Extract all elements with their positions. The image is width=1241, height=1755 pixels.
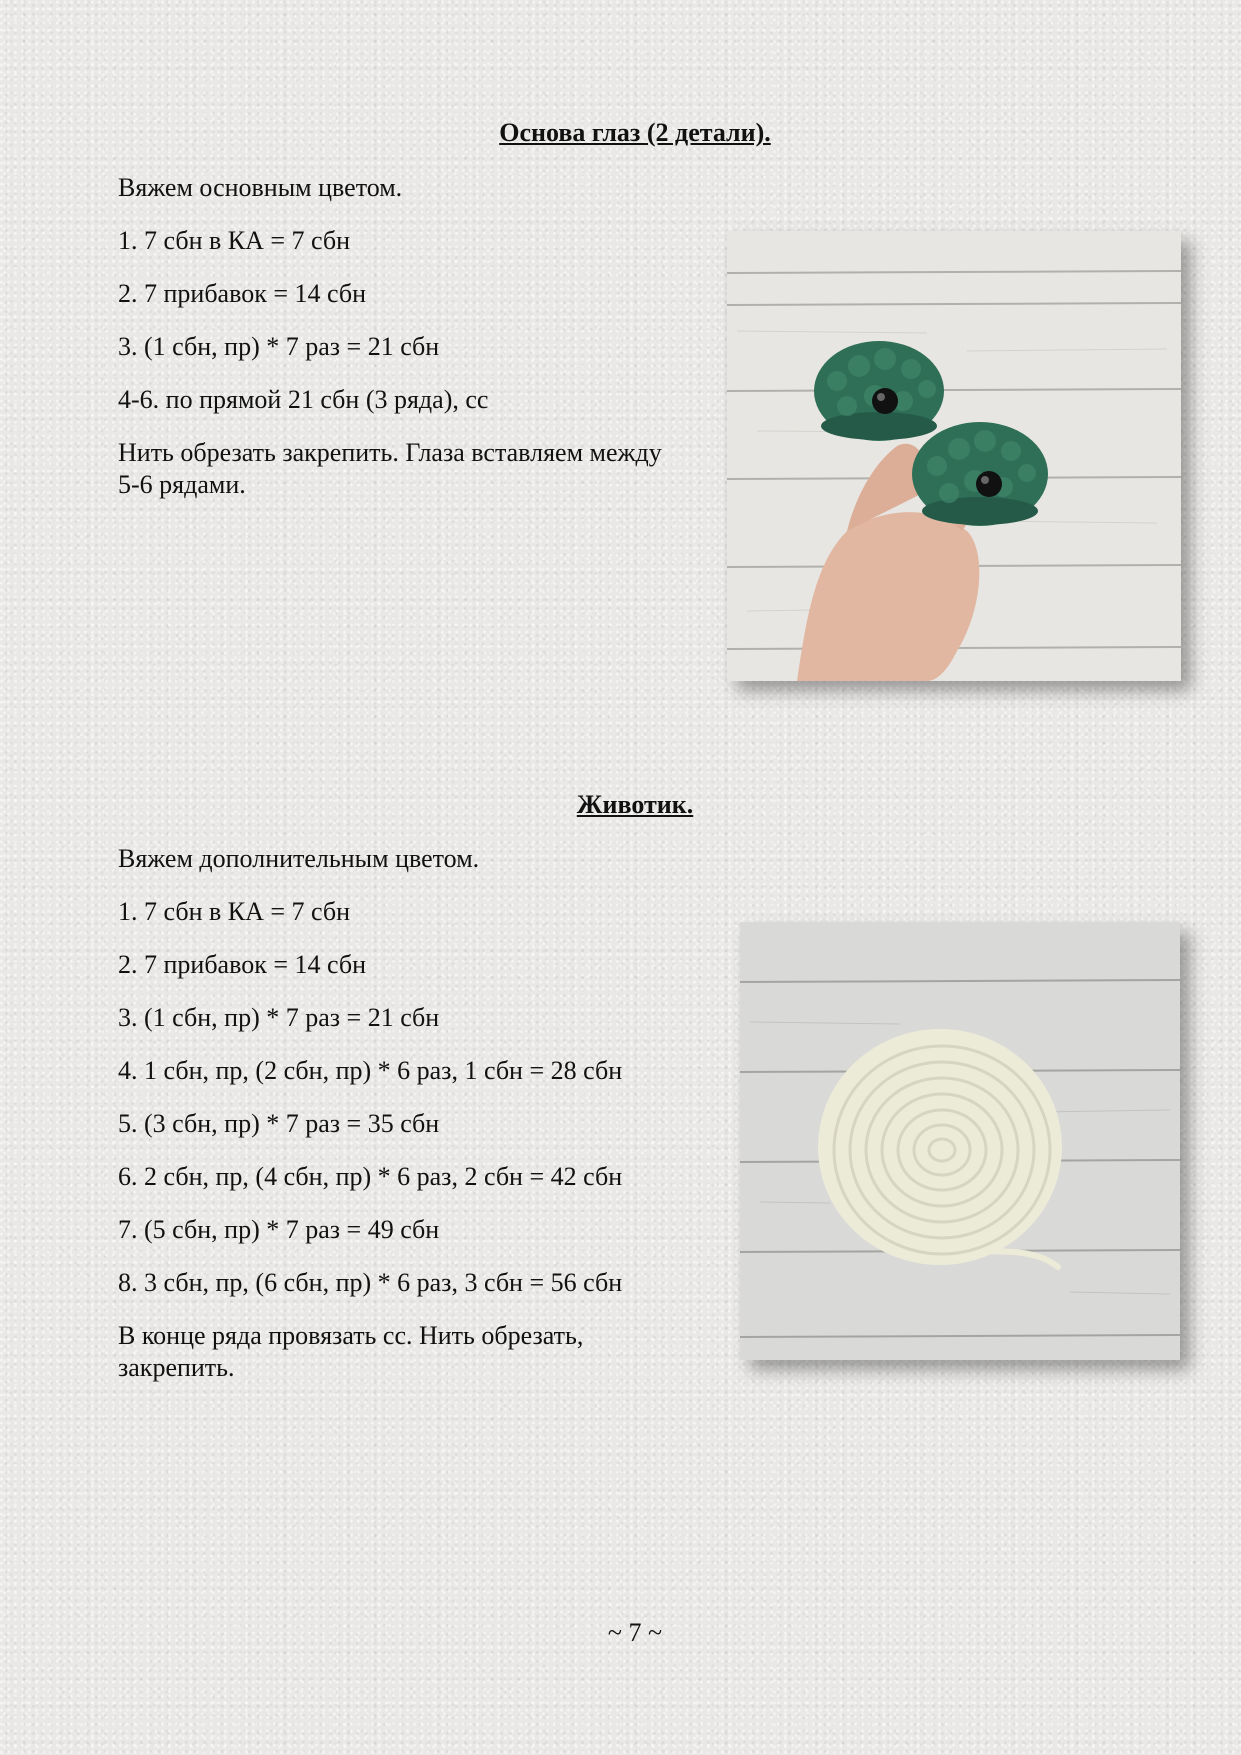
instruction-line: 4. 1 сбн, пр, (2 сбн, пр) * 6 раз, 1 сбн = 28 сбн xyxy=(118,1056,623,1085)
instruction-line: 2. 7 прибавок = 14 сбн xyxy=(118,279,366,308)
instructions-eye-base xyxy=(118,172,718,522)
section-title-belly: Животик. xyxy=(576,790,694,819)
instruction-line: 1. 7 сбн в КА = 7 сбн xyxy=(118,226,351,255)
section-title-eye-base: Основа глаз (2 детали). xyxy=(499,118,771,147)
eye-base-photo xyxy=(727,231,1181,681)
instruction-line: 8. 3 сбн, пр, (6 сбн, пр) * 6 раз, 3 сбн = 56 сбн xyxy=(118,1268,623,1297)
instruction-line: 4-6. по прямой 21 сбн (3 ряда), сс xyxy=(118,385,489,414)
instruction-line: 2. 7 прибавок = 14 сбн xyxy=(118,950,366,979)
instruction-line: Вяжем основным цветом. xyxy=(118,173,403,202)
instruction-line: Нить обрезать закрепить. Глаза вставляем между 5-6 рядами. xyxy=(118,438,662,499)
instruction-line: 1. 7 сбн в КА = 7 сбн xyxy=(118,897,351,926)
instruction-line: 7. (5 сбн, пр) * 7 раз = 49 сбн xyxy=(118,1215,440,1244)
instruction-line: В конце ряда провязать сс. Нить обрезать, закрепить. xyxy=(118,1321,584,1382)
instruction-line: 3. (1 сбн, пр) * 7 раз = 21 сбн xyxy=(118,332,440,361)
instruction-line: 5. (3 сбн, пр) * 7 раз = 35 сбн xyxy=(118,1109,440,1138)
belly-photo xyxy=(740,922,1180,1360)
page-number: ~ 7 ~ xyxy=(607,1618,663,1647)
instruction-line: 3. (1 сбн, пр) * 7 раз = 21 сбн xyxy=(118,1003,440,1032)
instruction-line: Вяжем дополнительным цветом. xyxy=(118,844,480,873)
instructions-belly xyxy=(118,843,718,1405)
instruction-line: 6. 2 сбн, пр, (4 сбн, пр) * 6 раз, 2 сбн = 42 сбн xyxy=(118,1162,623,1191)
